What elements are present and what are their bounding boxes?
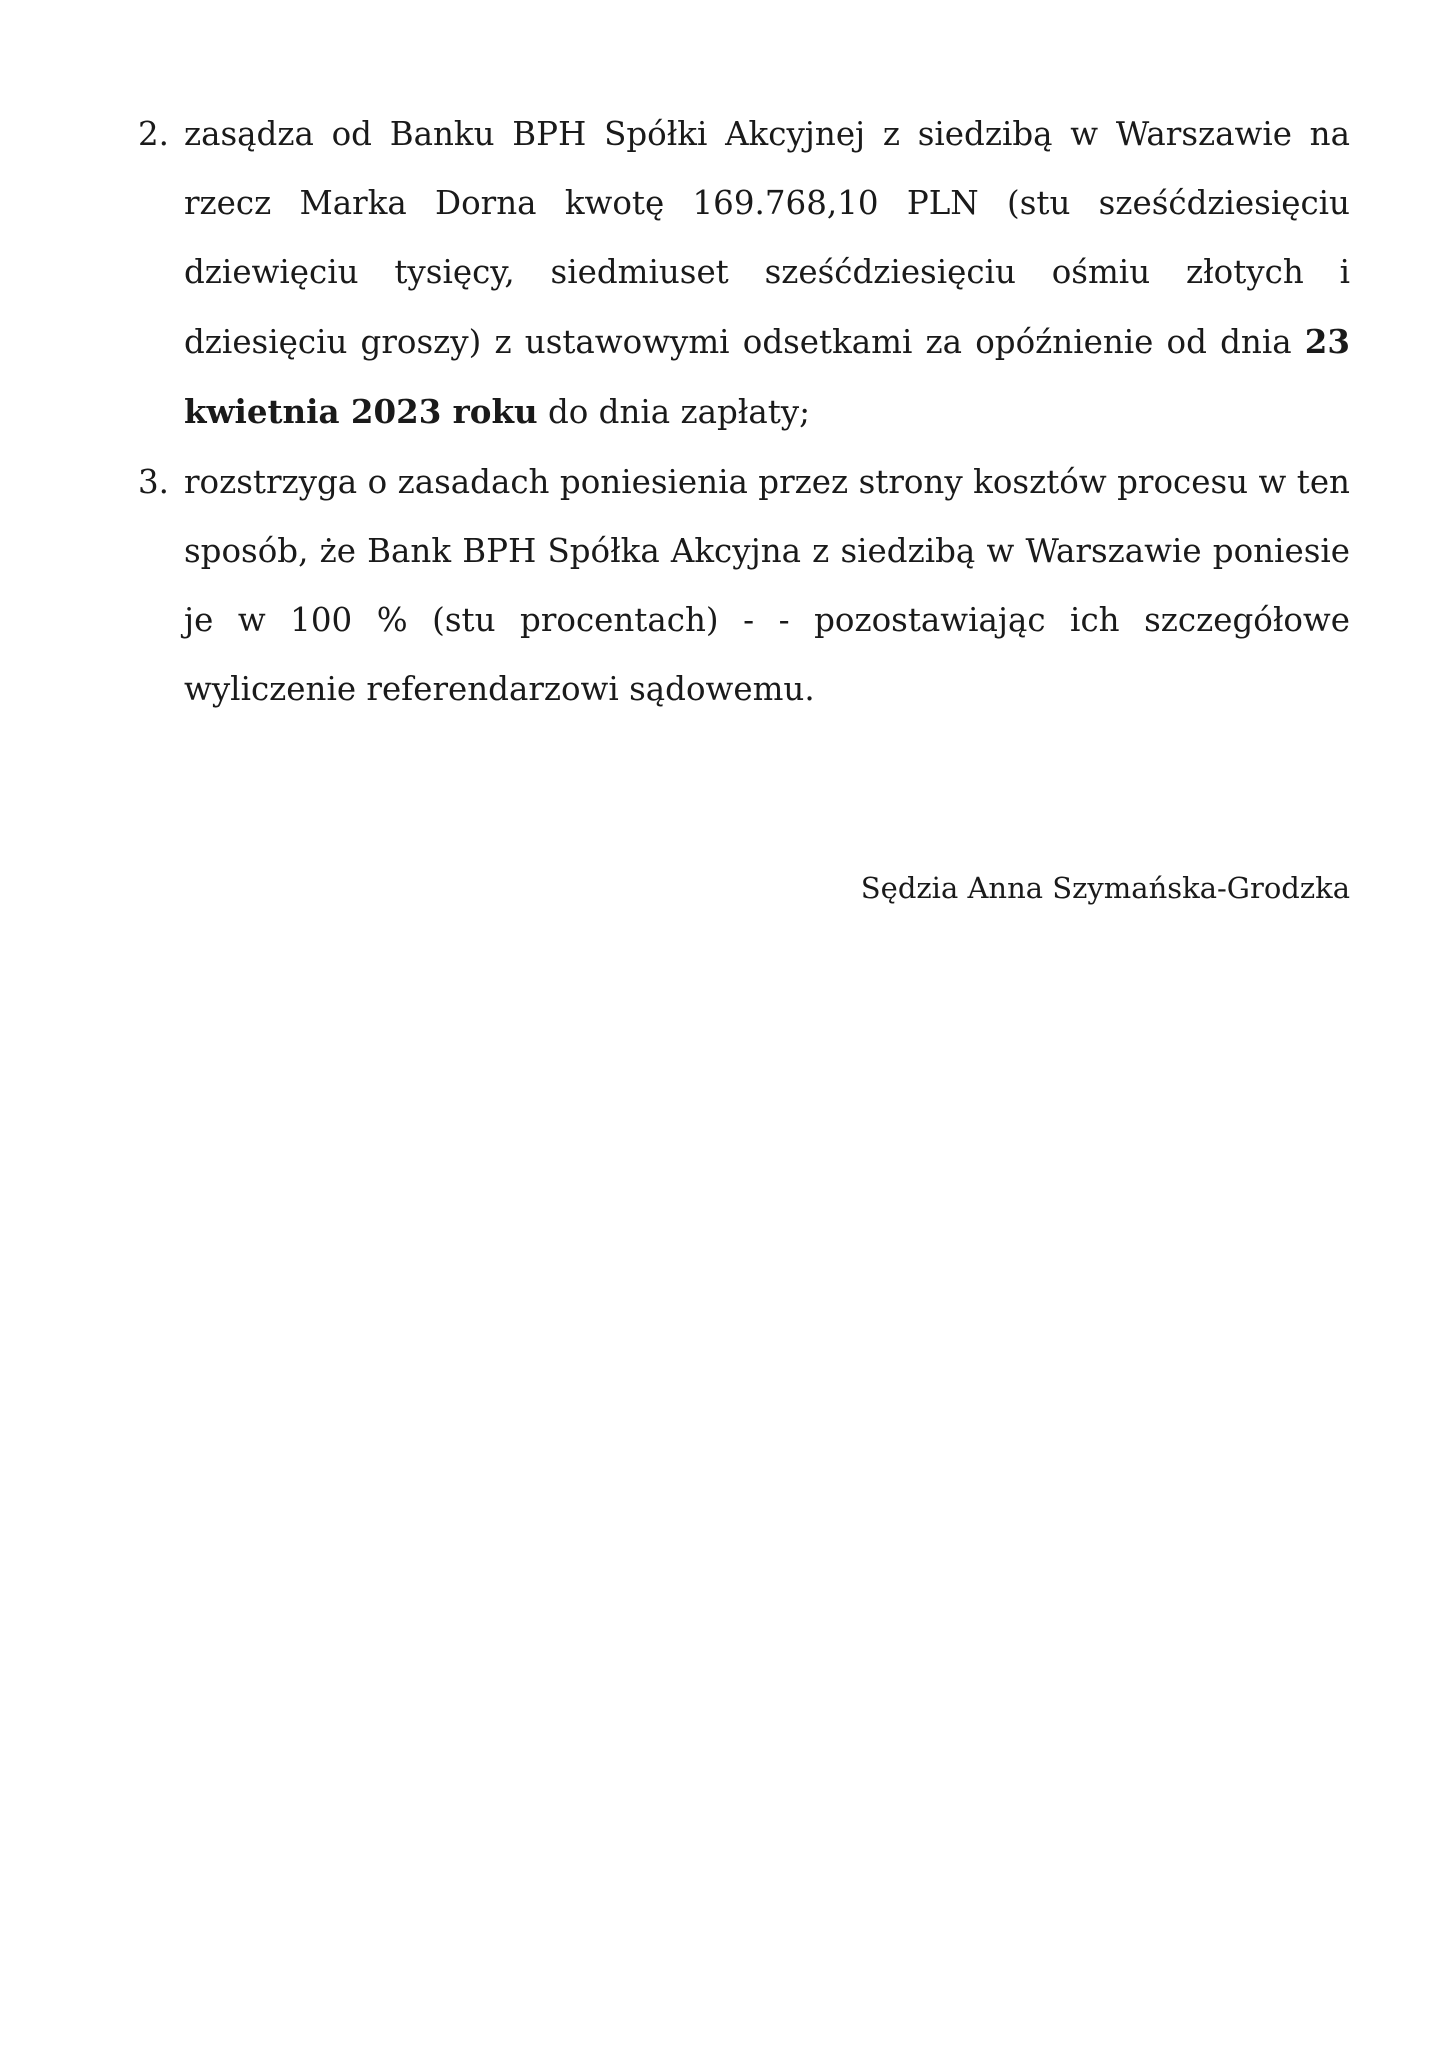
item-text <box>184 100 1350 447</box>
judge-signature: Sędzia Anna Szymańska-Grodzka <box>860 871 1350 905</box>
item-number: 2. <box>138 115 170 153</box>
item-text-after: do dnia zapłaty; <box>537 393 811 431</box>
judgment-items-list <box>138 100 1350 724</box>
judgment-item-3 <box>138 448 1350 724</box>
interest-start-date: 23 kwietnia 2023 roku <box>184 322 1350 431</box>
item-number: 3. <box>138 463 170 501</box>
item-text: rozstrzyga o zasadach poniesienia przez strony kosztów procesu w ten sposób, że Bank BPH Spółka Akcyjna z siedzibą w Warszawie poniesie je w 100 % (stu procentach) - - pozostawiając ich szczegółowe wyliczenie referendarzowi sądowemu. <box>184 463 1350 708</box>
item-text-before: zasądza od Banku BPH Spółki Akcyjnej z siedzibą w Warszawie na rzecz Marka Dorna kwotę 169.768,10 PLN (stu sześćdziesięciu dziewięciu tysięcy, siedmiuset sześćdziesięciu ośmiu złotych i dziesięciu groszy) z ustawowymi odsetkami za opóźnienie od dnia <box>184 115 1350 361</box>
judgment-item-2 <box>138 100 1350 447</box>
